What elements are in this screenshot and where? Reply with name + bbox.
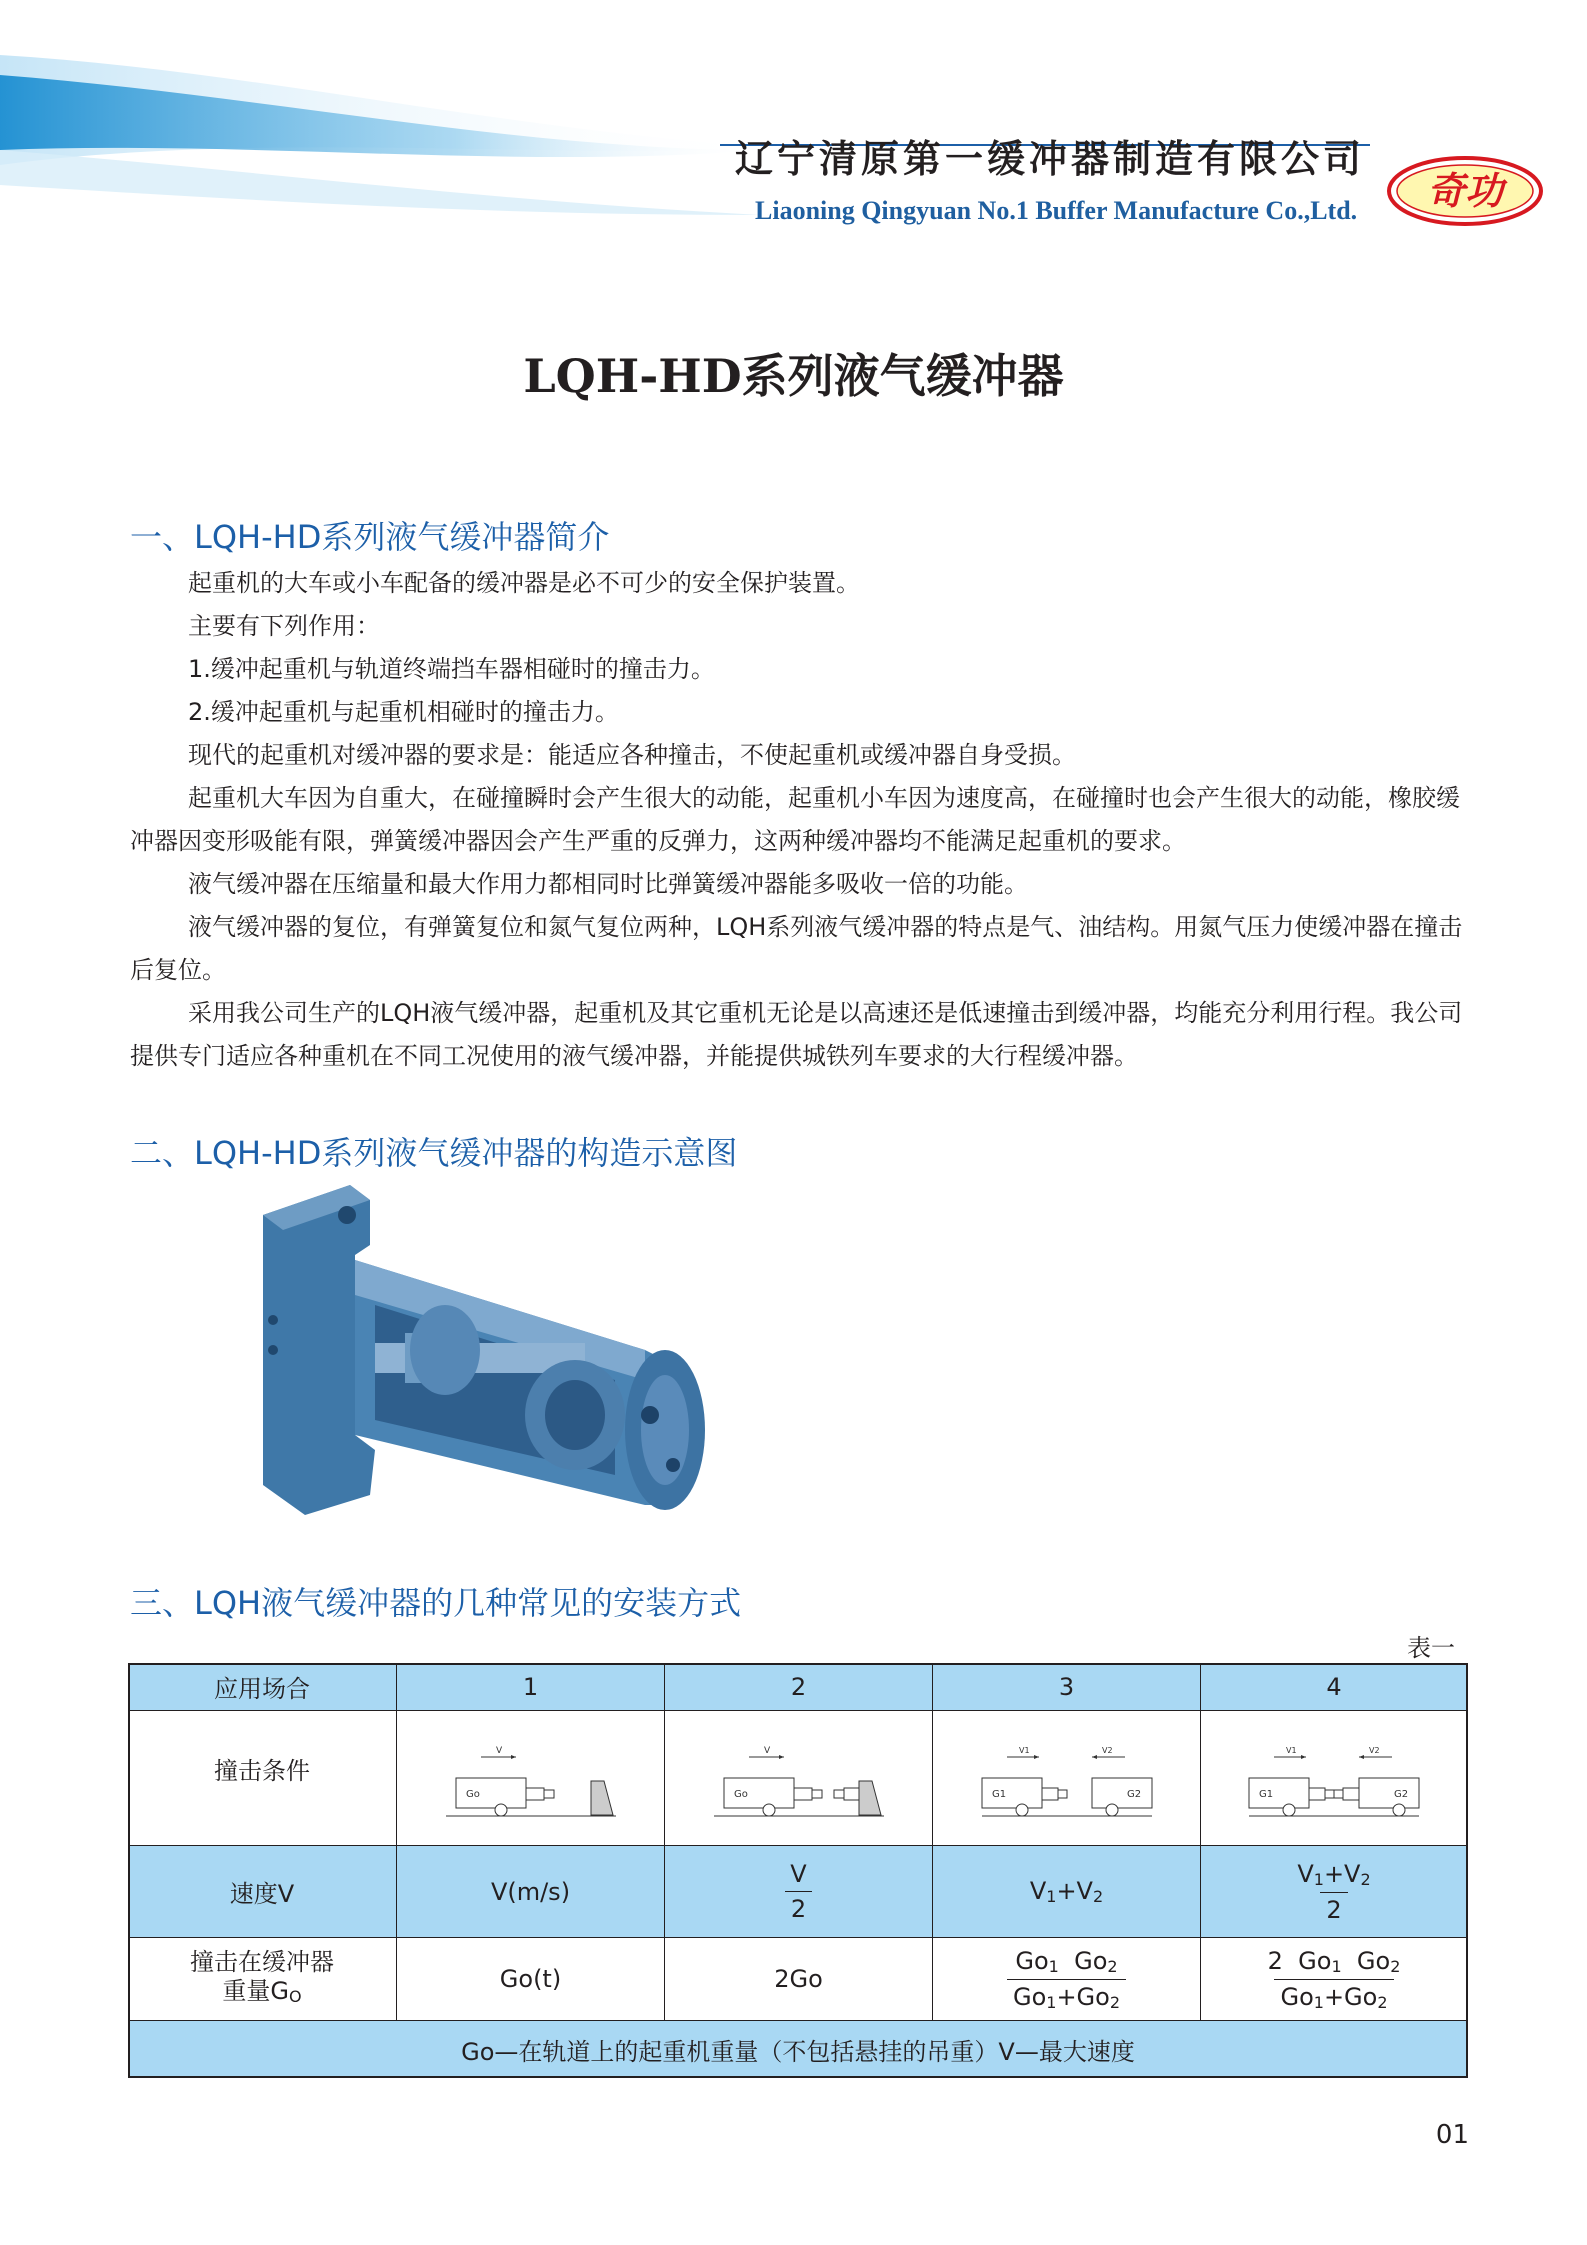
intro-paragraph: 2.缓冲起重机与起重机相碰时的撞击力。 xyxy=(188,698,619,726)
cell-text: 4 xyxy=(1326,1672,1342,1701)
subscript: 1 xyxy=(1313,1869,1324,1889)
weight-label: G2 xyxy=(1394,1789,1409,1800)
subscript: 2 xyxy=(1360,1869,1371,1889)
cell-text xyxy=(222,1977,301,2011)
intro-paragraph: 起重机大车因为自重大，在碰撞瞬时会产生很大的动能，起重机小车因为速度高，在碰撞时也会产生很大的动能，橡胶缓冲器因变形吸能有限，弹簧缓冲器因会产生严重的反弹力，这两种缓冲器均不能满足起重机的要求。 xyxy=(130,784,1460,855)
velocity-label: V1 xyxy=(1018,1746,1030,1755)
subscript: 2 xyxy=(1377,1992,1388,2012)
term: +Go xyxy=(1323,1982,1378,2011)
term: +V xyxy=(1056,1877,1093,1905)
cell-text: 撞击在缓冲器 xyxy=(190,1947,334,1976)
page-number: 01 xyxy=(1435,2120,1469,2150)
fraction xyxy=(1007,1947,1126,2012)
velocity-label: V1 xyxy=(1286,1746,1297,1755)
subscript: 2 xyxy=(1092,1887,1104,1906)
subscript: 1 xyxy=(1046,1887,1057,1906)
intro-paragraph: 采用我公司生产的LQH液气缓冲器，起重机及其它重机无论是以高速还是低速撞击到缓冲器，均能充分利用行程。我公司提供专门适应各种重机在不同工况使用的液气缓冲器，并能提供城铁列车要求的大行程缓冲器。 xyxy=(130,999,1463,1070)
condition-cell-4 xyxy=(1201,1711,1468,1846)
page-title: LQH-HD系列液气缓冲器 xyxy=(523,349,1064,403)
header-cell-col3 xyxy=(933,1663,1201,1711)
numerator xyxy=(1262,1947,1407,1979)
cell-text: 2 xyxy=(790,1672,807,1701)
velocity-label: V xyxy=(495,1746,502,1756)
condition-cell-1 xyxy=(397,1711,665,1846)
intro-paragraph: 1.缓冲起重机与轨道终端挡车器相碰时的撞击力。 xyxy=(188,655,715,683)
cell-text: Go—在轨道上的起重机重量（不包括悬挂的吊重）V—最大速度 xyxy=(461,2038,1135,2066)
subscript: 1 xyxy=(1048,1956,1059,1976)
row-label-speed xyxy=(128,1846,397,1938)
subscript: O xyxy=(289,1986,302,2006)
intro-paragraph: 液气缓冲器在压缩量和最大作用力都相同时比弹簧缓冲器能多吸收一倍的功能。 xyxy=(188,870,1028,898)
denominator xyxy=(1274,1979,1393,2012)
section-2-heading: 二、LQH-HD系列液气缓冲器的构造示意图 xyxy=(130,1134,738,1172)
header-cell-application xyxy=(128,1663,397,1711)
term: 2 xyxy=(1267,1946,1283,1975)
weight-label: Go xyxy=(465,1789,480,1800)
term: +Go xyxy=(1056,1982,1110,2011)
cell-text: V(m/s) xyxy=(490,1877,571,1906)
term: +V xyxy=(1323,1859,1361,1888)
numerator: V xyxy=(790,1860,807,1888)
condition-diagram-2 xyxy=(709,1733,889,1823)
denominator xyxy=(1007,1979,1126,2012)
speed-cell-4 xyxy=(1201,1846,1468,1938)
intro-paragraph: 主要有下列作用： xyxy=(188,612,380,640)
header-cell-col2 xyxy=(665,1663,933,1711)
velocity-label: V xyxy=(763,1746,770,1756)
denominator: 2 xyxy=(785,1891,812,1923)
condition-diagram-1 xyxy=(441,1733,621,1823)
cell-text: 2Go xyxy=(774,1965,823,1993)
intro-paragraph: 现代的起重机对缓冲器的要求是：能适应各种撞击，不使起重机或缓冲器自身受损。 xyxy=(188,741,1076,769)
weight-label: G2 xyxy=(1126,1789,1141,1800)
numerator xyxy=(1009,1947,1123,1979)
term: V xyxy=(1297,1859,1314,1888)
cell-text: 速度V xyxy=(229,1880,295,1908)
fraction xyxy=(784,1860,812,1923)
weight-cell-2 xyxy=(665,1938,933,2021)
header-cell-col1 xyxy=(397,1663,665,1711)
fraction xyxy=(1262,1947,1407,2012)
section-3-heading: 三、LQH液气缓冲器的几种常见的安装方式 xyxy=(130,1584,742,1622)
cell-text: 1 xyxy=(522,1672,539,1701)
condition-cell-2 xyxy=(665,1711,933,1846)
subscript: 2 xyxy=(1390,1956,1401,1976)
speed-cell-1 xyxy=(397,1846,665,1938)
header-cell-col4 xyxy=(1201,1663,1468,1711)
buffer-cutaway-diagram xyxy=(255,1185,705,1515)
subscript: 1 xyxy=(1331,1956,1342,1976)
term: Go xyxy=(1015,1946,1049,1975)
weight-cell-4 xyxy=(1201,1938,1468,2021)
company-name-cn: 辽宁清原第一缓冲器制造有限公司 xyxy=(735,136,1366,181)
subscript: 1 xyxy=(1046,1992,1057,2012)
denominator: 2 xyxy=(1320,1892,1347,1924)
intro-text xyxy=(130,562,1470,1078)
condition-diagram-4 xyxy=(1244,1733,1424,1823)
intro-paragraph: 起重机的大车或小车配备的缓冲器是必不可少的安全保护装置。 xyxy=(188,569,860,597)
speed-cell-2 xyxy=(665,1846,933,1938)
cell-text: 3 xyxy=(1058,1672,1075,1701)
company-name-en: Liaoning Qingyuan No.1 Buffer Manufacture Co.,Ltd. xyxy=(755,196,1358,225)
condition-cell-3 xyxy=(933,1711,1201,1846)
row-label-weight xyxy=(128,1938,397,2021)
condition-diagram-3 xyxy=(977,1733,1157,1823)
weight-cell-3 xyxy=(933,1938,1201,2021)
table-label: 表一 xyxy=(1407,1634,1455,1662)
cell-text: 应用场合 xyxy=(214,1675,310,1703)
weight-label: G1 xyxy=(1259,1789,1274,1800)
weight-cell-1 xyxy=(397,1938,665,2021)
term: Go xyxy=(1298,1946,1332,1975)
fraction xyxy=(1291,1860,1376,1924)
term: Go xyxy=(1012,1982,1047,2011)
cell-text: 撞击条件 xyxy=(214,1757,310,1785)
intro-paragraph: 液气缓冲器的复位，有弹簧复位和氮气复位两种，LQH系列液气缓冲器的特点是气、油结构。用氮气压力使缓冲器在撞击后复位。 xyxy=(130,913,1463,984)
section-1-heading: 一、LQH-HD系列液气缓冲器简介 xyxy=(130,518,610,556)
speed-cell-3 xyxy=(933,1846,1201,1938)
company-logo xyxy=(1385,150,1545,232)
cell-text: Go(t) xyxy=(499,1965,562,1993)
term: Go xyxy=(1280,1982,1314,2011)
speed-sum xyxy=(1030,1877,1103,1906)
term: V xyxy=(1029,1877,1047,1905)
row-label-impact-condition xyxy=(128,1711,397,1846)
term: Go xyxy=(1074,1946,1108,1975)
subscript: 2 xyxy=(1109,1992,1121,2012)
installation-table xyxy=(128,1663,1468,2078)
term: 重量G xyxy=(222,1976,289,2005)
velocity-label: V2 xyxy=(1369,1746,1380,1755)
subscript: 1 xyxy=(1313,1992,1324,2012)
logo-text: 奇功 xyxy=(1426,168,1503,213)
table-footnote xyxy=(128,2021,1468,2078)
numerator xyxy=(1291,1860,1376,1892)
term: Go xyxy=(1356,1946,1391,1975)
weight-label: G1 xyxy=(991,1789,1006,1800)
subscript: 2 xyxy=(1107,1956,1118,1976)
velocity-label: V2 xyxy=(1101,1746,1113,1755)
weight-label: Go xyxy=(733,1789,748,1800)
